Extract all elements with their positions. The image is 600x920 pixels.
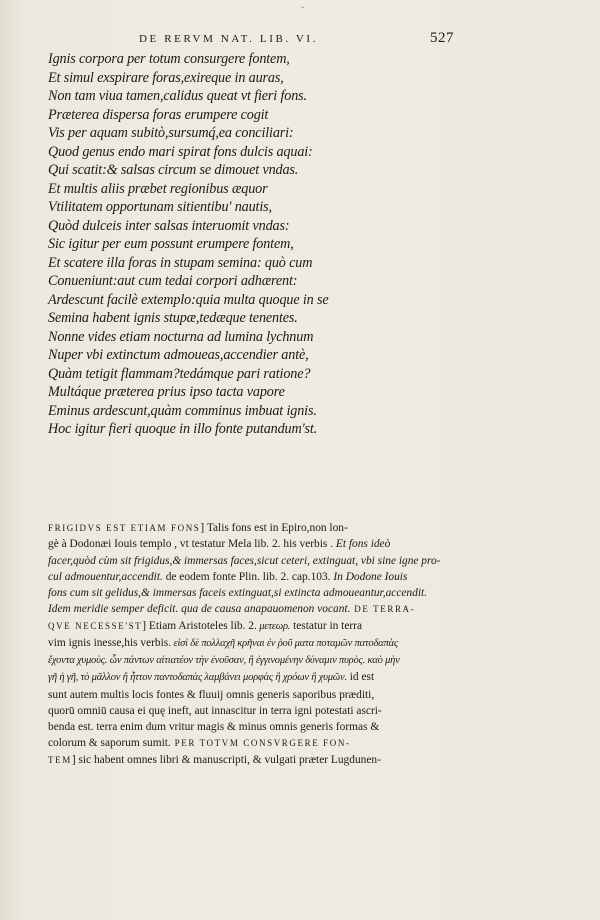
commentary-line bbox=[48, 618, 460, 635]
commentary-text: colorum & saporum sumit. bbox=[48, 737, 171, 750]
verse-line: Præterea dispersa foras erumpere cogit bbox=[48, 106, 269, 123]
commentary-line bbox=[48, 585, 460, 601]
commentary-text: ] sic habent omnes libri & manuscripti, & vulgati præter Lugdunen- bbox=[71, 753, 381, 766]
page-number: 527 bbox=[430, 30, 454, 46]
greek-text: εἰσὶ δὲ πολλαχῆ κρῆναι ἐν ῥοῦ ματα ποταμῶν πατοδαπὰς bbox=[171, 637, 398, 649]
commentary-line bbox=[48, 553, 460, 569]
commentary-text: id est bbox=[346, 671, 375, 684]
verse-line: Et scatere illa foras in stupam semina: quò cum bbox=[48, 254, 313, 271]
commentary-line bbox=[48, 669, 460, 686]
quotation: Idem meridie semper deficit. qua de causa anapauomenon vocant. bbox=[48, 603, 351, 616]
verse-line: Et simul exspirare foras,exireque in auras, bbox=[48, 69, 284, 86]
commentary-text: vim ignis inesse,his verbis. bbox=[48, 636, 172, 649]
quotation: cul admouentur,accendit. bbox=[48, 570, 163, 583]
verse-block bbox=[48, 50, 378, 439]
commentary-line bbox=[48, 635, 460, 652]
greek-text: γῆ ἡ γῆ, τὸ μᾶλλον ἢ ἧττον παντοδαπὰς λαμβάνει μορφὰς ἢ χρόων ἢ χυμῶν. bbox=[48, 672, 347, 684]
margin-mark: ˇ bbox=[301, 6, 305, 17]
verse-line: Vtilitatem opportunam sitientibu' nautis, bbox=[48, 199, 272, 215]
lemma: TEM bbox=[48, 754, 72, 765]
verse-line: Conueniunt:aut cum tedai corpori adhærent: bbox=[48, 273, 298, 289]
greek-text: ἔχοντα χυμοὺς. ὧν πάντων αἰτιατέον τὴν ἐνοῦσαν, ἢ ἐγγινομένην δύναμιν πυρὸς. καὸ μὴν bbox=[48, 655, 400, 666]
verse-line: Quàm tetigit flammam?tedámque pari ratione? bbox=[48, 365, 311, 382]
commentary-text: sunt autem multis locis fontes & fluuij omnis generis saporibus præditi, bbox=[48, 688, 375, 701]
commentary-line bbox=[48, 536, 460, 552]
commentary-line bbox=[48, 687, 460, 703]
lemma: FRIGIDVS EST ETIAM FONS bbox=[48, 523, 201, 533]
verse-line: Hoc igitur fieri quoque in illo fonte putandum'st. bbox=[48, 421, 318, 437]
commentary-line bbox=[48, 735, 460, 751]
verse-line: Et multis aliis præbet regionibus æquor bbox=[48, 180, 268, 197]
commentary-text: benda est. terra enim dum vritur magis & minus omnis generis formas & bbox=[48, 721, 380, 733]
verse-line: Qui scatit:& salsas circum se dimouet vndas. bbox=[48, 162, 299, 178]
commentary-line bbox=[48, 703, 460, 719]
verse-line: Ignis corpora per totum consurgere fontem, bbox=[48, 51, 290, 67]
commentary-text: gè à Dodonæi Iouis templo , vt testatur Mela lib. 2. his verbis . bbox=[48, 538, 334, 551]
greek-text: μετεωρ. bbox=[256, 620, 291, 632]
verse-line: Vis per aquam subitò,sursumq́,ea conciliari: bbox=[48, 125, 294, 141]
commentary-text: testatur in terra bbox=[290, 619, 363, 632]
verse-line: Eminus ardescunt,quàm comminus imbuat ignis. bbox=[48, 402, 317, 419]
verse-line: Quod genus endo mari spirat fons dulcis aquai: bbox=[48, 143, 313, 160]
lemma: DE TERRA- bbox=[350, 604, 416, 615]
verse-line: Quòd dulceis inter salsas interuomit vndas: bbox=[48, 217, 290, 234]
verse-line: Nonne vides etiam nocturna ad lumina lychnum bbox=[48, 328, 314, 345]
commentary-text: quorū omniū causa ei quę ineft, aut innascitur in terra igni potestati ascri- bbox=[48, 704, 382, 717]
quotation: facer,quòd cùm sit frigidus,& immersas faces,sicut ceteri, extinguat, vbi sine igne pro- bbox=[48, 554, 441, 567]
lemma: PER TOTVM CONSVRGERE FON- bbox=[170, 738, 351, 749]
commentary-text: ] Etiam Aristoteles lib. 2. bbox=[142, 619, 257, 632]
verse-line: Multáque præterea prius ipso tacta vapore bbox=[48, 384, 285, 400]
commentary-text: de eodem fonte Plin. lib. 2. cap.103. bbox=[162, 570, 331, 583]
verse-line: Semina habent ignis stupæ,tedæque tenentes. bbox=[48, 310, 298, 326]
quotation: Et fons ideò bbox=[333, 538, 391, 551]
verse-line: Ardescunt facilè extemplo:quia multa quoque in se bbox=[48, 291, 329, 308]
quotation: fons cum sit gelidus,& immersas faceis extinguat,si extincta admoueantur,accendit. bbox=[48, 587, 427, 599]
verse-line: Non tam viua tamen,calidus queat vt fieri fons. bbox=[48, 88, 307, 104]
commentary-line bbox=[48, 719, 460, 735]
commentary-line bbox=[48, 752, 460, 768]
commentary-line bbox=[48, 520, 460, 536]
verse-line: Sic igitur per eum possunt erumpere fontem, bbox=[48, 236, 294, 252]
quotation: In Dodone Iouis bbox=[330, 570, 408, 583]
commentary-line bbox=[48, 652, 460, 669]
running-title: DE RERVM NAT. LIB. VI. bbox=[139, 33, 319, 45]
commentary-line bbox=[48, 601, 460, 617]
commentary-text: ] Talis fons est in Epiro,non lon- bbox=[200, 522, 348, 534]
commentary-block bbox=[48, 520, 460, 768]
commentary-line bbox=[48, 569, 460, 585]
lemma: QVE NECESSE'ST bbox=[48, 620, 143, 631]
verse-line: Nuper vbi extinctum admoueas,accendier antè, bbox=[48, 347, 309, 363]
